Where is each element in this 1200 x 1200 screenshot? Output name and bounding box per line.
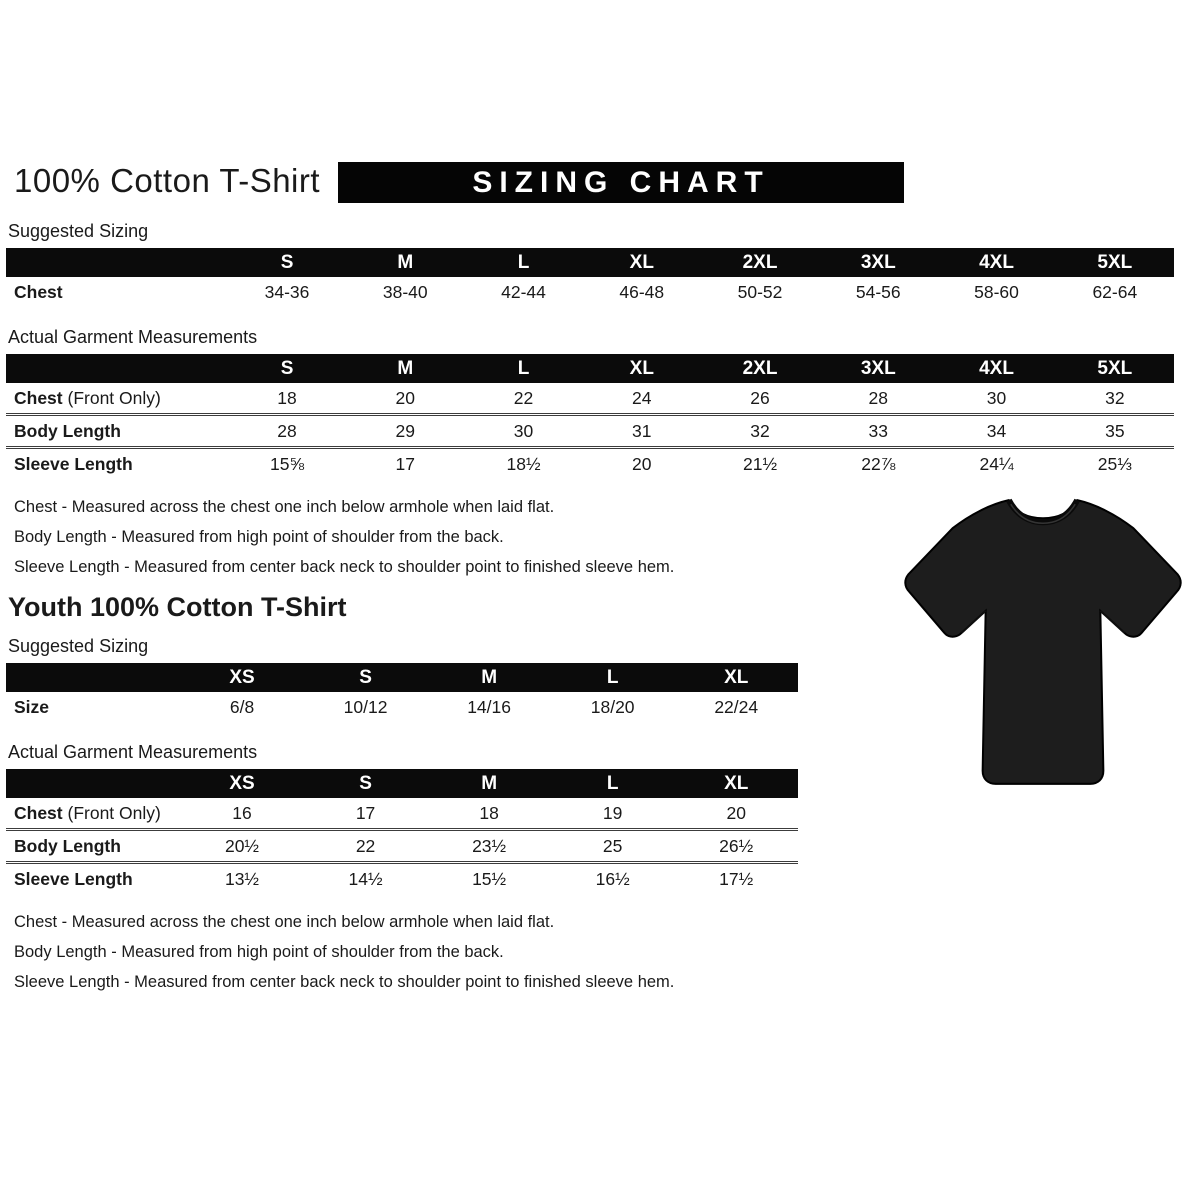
table-cell: 30 — [986, 387, 1007, 408]
note-sleeve-length: Sleeve Length - Measured from center back neck to shoulder point to finished sleeve hem. — [14, 558, 675, 576]
column-header: M — [481, 772, 498, 794]
table-cell: 17 — [355, 802, 376, 823]
table-cell: 20 — [583, 448, 701, 480]
table-cell: 20½ — [180, 830, 304, 863]
table-cell: 14/16 — [467, 696, 511, 717]
column-header: XL — [724, 666, 749, 688]
column-header: 3XL — [860, 357, 896, 379]
table-cell: 22⅞ — [819, 448, 937, 480]
column-header: 5XL — [1097, 357, 1133, 379]
table-cell: 19 — [602, 802, 623, 823]
column-header: 5XL — [1097, 251, 1133, 273]
table-cell: 46-48 — [619, 281, 665, 302]
column-header: L — [606, 666, 619, 688]
table-cell: 34-36 — [264, 281, 310, 302]
table-cell: 10/12 — [343, 696, 388, 717]
table-cell: 6/8 — [229, 696, 255, 717]
row-label: Sleeve Length — [6, 863, 180, 895]
adult-suggested-sizing-table — [6, 248, 1174, 307]
table-cell: 18 — [277, 387, 297, 408]
table-cell: 26 — [750, 387, 770, 408]
column-header-blank — [6, 354, 228, 383]
column-header: S — [280, 251, 294, 273]
youth-garment-measurements-table — [6, 769, 798, 894]
column-header: XL — [629, 251, 654, 273]
column-header: 2XL — [742, 357, 778, 379]
youth-suggested-sizing-label: Suggested Sizing — [8, 636, 149, 656]
row-label: Size — [14, 696, 50, 717]
column-header-blank — [6, 769, 180, 798]
table-cell: 24¼ — [937, 448, 1055, 480]
table-cell: 33 — [819, 415, 937, 448]
table-row — [6, 277, 1174, 307]
sizing-chart-banner: SIZING CHART — [338, 162, 904, 203]
column-header: 3XL — [860, 251, 896, 273]
column-header: XL — [629, 357, 654, 379]
table-row-chest — [6, 383, 1174, 415]
table-cell: 15⅝ — [228, 448, 346, 480]
adult-garment-measurements-label: Actual Garment Measurements — [8, 327, 258, 347]
youth-suggested-sizing-table — [6, 663, 798, 722]
table-cell: 38-40 — [382, 281, 428, 302]
table-cell: 32 — [1105, 387, 1125, 408]
table-cell: 18 — [479, 802, 499, 823]
adult-garment-measurements-table — [6, 354, 1174, 479]
column-header: M — [397, 357, 414, 379]
table-cell: 16½ — [551, 863, 675, 895]
table-cell: 29 — [346, 415, 464, 448]
table-cell: 22 — [304, 830, 428, 863]
adult-suggested-sizing-label: Suggested Sizing — [8, 221, 149, 241]
table-cell: 31 — [583, 415, 701, 448]
table-cell: 23½ — [427, 830, 551, 863]
page-title: 100% Cotton T-Shirt — [14, 162, 321, 199]
youth-section-title: Youth 100% Cotton T-Shirt — [8, 592, 347, 622]
table-cell: 28 — [228, 415, 346, 448]
table-cell: 62-64 — [1092, 281, 1138, 302]
note-body-length: Body Length - Measured from high point of shoulder from the back. — [14, 528, 504, 546]
column-header: S — [359, 772, 372, 794]
table-cell: 30 — [464, 415, 582, 448]
table-row-sleeve-length — [6, 863, 798, 895]
table-cell: 21½ — [701, 448, 819, 480]
column-header: S — [359, 666, 372, 688]
column-header: M — [481, 666, 498, 688]
table-header-row — [6, 663, 798, 692]
tshirt-image — [890, 474, 1196, 816]
table-cell: 34 — [937, 415, 1055, 448]
column-header: M — [397, 251, 414, 273]
table-cell: 25 — [551, 830, 675, 863]
table-cell: 22 — [513, 387, 534, 408]
table-cell: 25⅓ — [1056, 448, 1174, 480]
column-header: 4XL — [979, 251, 1014, 273]
table-cell: 20 — [395, 387, 416, 408]
column-header: XS — [229, 666, 255, 688]
table-cell: 28 — [868, 387, 889, 408]
table-row-body-length — [6, 415, 1174, 448]
note-chest: Chest - Measured across the chest one inch below armhole when laid flat. — [14, 913, 555, 931]
tshirt-body-shape — [905, 500, 1180, 784]
table-header-row — [6, 354, 1174, 383]
table-cell: 54-56 — [855, 281, 901, 302]
table-row-body-length — [6, 830, 798, 863]
table-row-chest — [6, 798, 798, 830]
table-header-row — [6, 769, 798, 798]
youth-garment-measurements-label: Actual Garment Measurements — [8, 742, 258, 762]
row-label: Body Length — [6, 830, 180, 863]
table-cell: 42-44 — [501, 281, 546, 302]
table-cell: 22/24 — [714, 696, 759, 717]
column-header: S — [280, 357, 294, 379]
youth-measurement-notes — [14, 907, 1174, 997]
table-cell: 32 — [701, 415, 819, 448]
row-label: Sleeve Length — [6, 448, 228, 480]
note-body-length: Body Length - Measured from high point of shoulder from the back. — [14, 943, 504, 961]
row-label: Chest (Front Only) — [14, 802, 161, 823]
note-chest: Chest - Measured across the chest one inch below armhole when laid flat. — [14, 498, 555, 516]
note-sleeve-length: Sleeve Length - Measured from center back neck to shoulder point to finished sleeve hem. — [14, 973, 675, 991]
table-cell: 16 — [232, 802, 252, 823]
table-cell: 58-60 — [974, 281, 1019, 302]
column-header-blank — [6, 248, 228, 277]
table-header-row — [6, 248, 1174, 277]
row-label: Chest — [14, 281, 63, 302]
column-header: L — [517, 251, 530, 273]
header — [6, 162, 1174, 208]
column-header: XL — [724, 772, 749, 794]
table-cell: 24 — [632, 387, 652, 408]
table-cell: 50-52 — [737, 281, 783, 302]
column-header: L — [606, 772, 619, 794]
table-cell: 35 — [1056, 415, 1174, 448]
table-cell: 18½ — [464, 448, 582, 480]
column-header: 4XL — [979, 357, 1014, 379]
column-header: L — [517, 357, 530, 379]
table-cell: 13½ — [180, 863, 304, 895]
table-cell: 26½ — [674, 830, 798, 863]
table-cell: 18/20 — [590, 696, 635, 717]
table-cell: 15½ — [427, 863, 551, 895]
table-cell: 14½ — [304, 863, 428, 895]
table-cell: 17½ — [674, 863, 798, 895]
row-label: Body Length — [6, 415, 228, 448]
column-header: XS — [229, 772, 255, 794]
column-header-blank — [6, 663, 180, 692]
table-cell: 20 — [726, 802, 746, 823]
table-row-size — [6, 692, 798, 722]
row-label: Chest (Front Only) — [14, 387, 161, 408]
column-header: 2XL — [742, 251, 778, 273]
table-cell: 17 — [346, 448, 464, 480]
